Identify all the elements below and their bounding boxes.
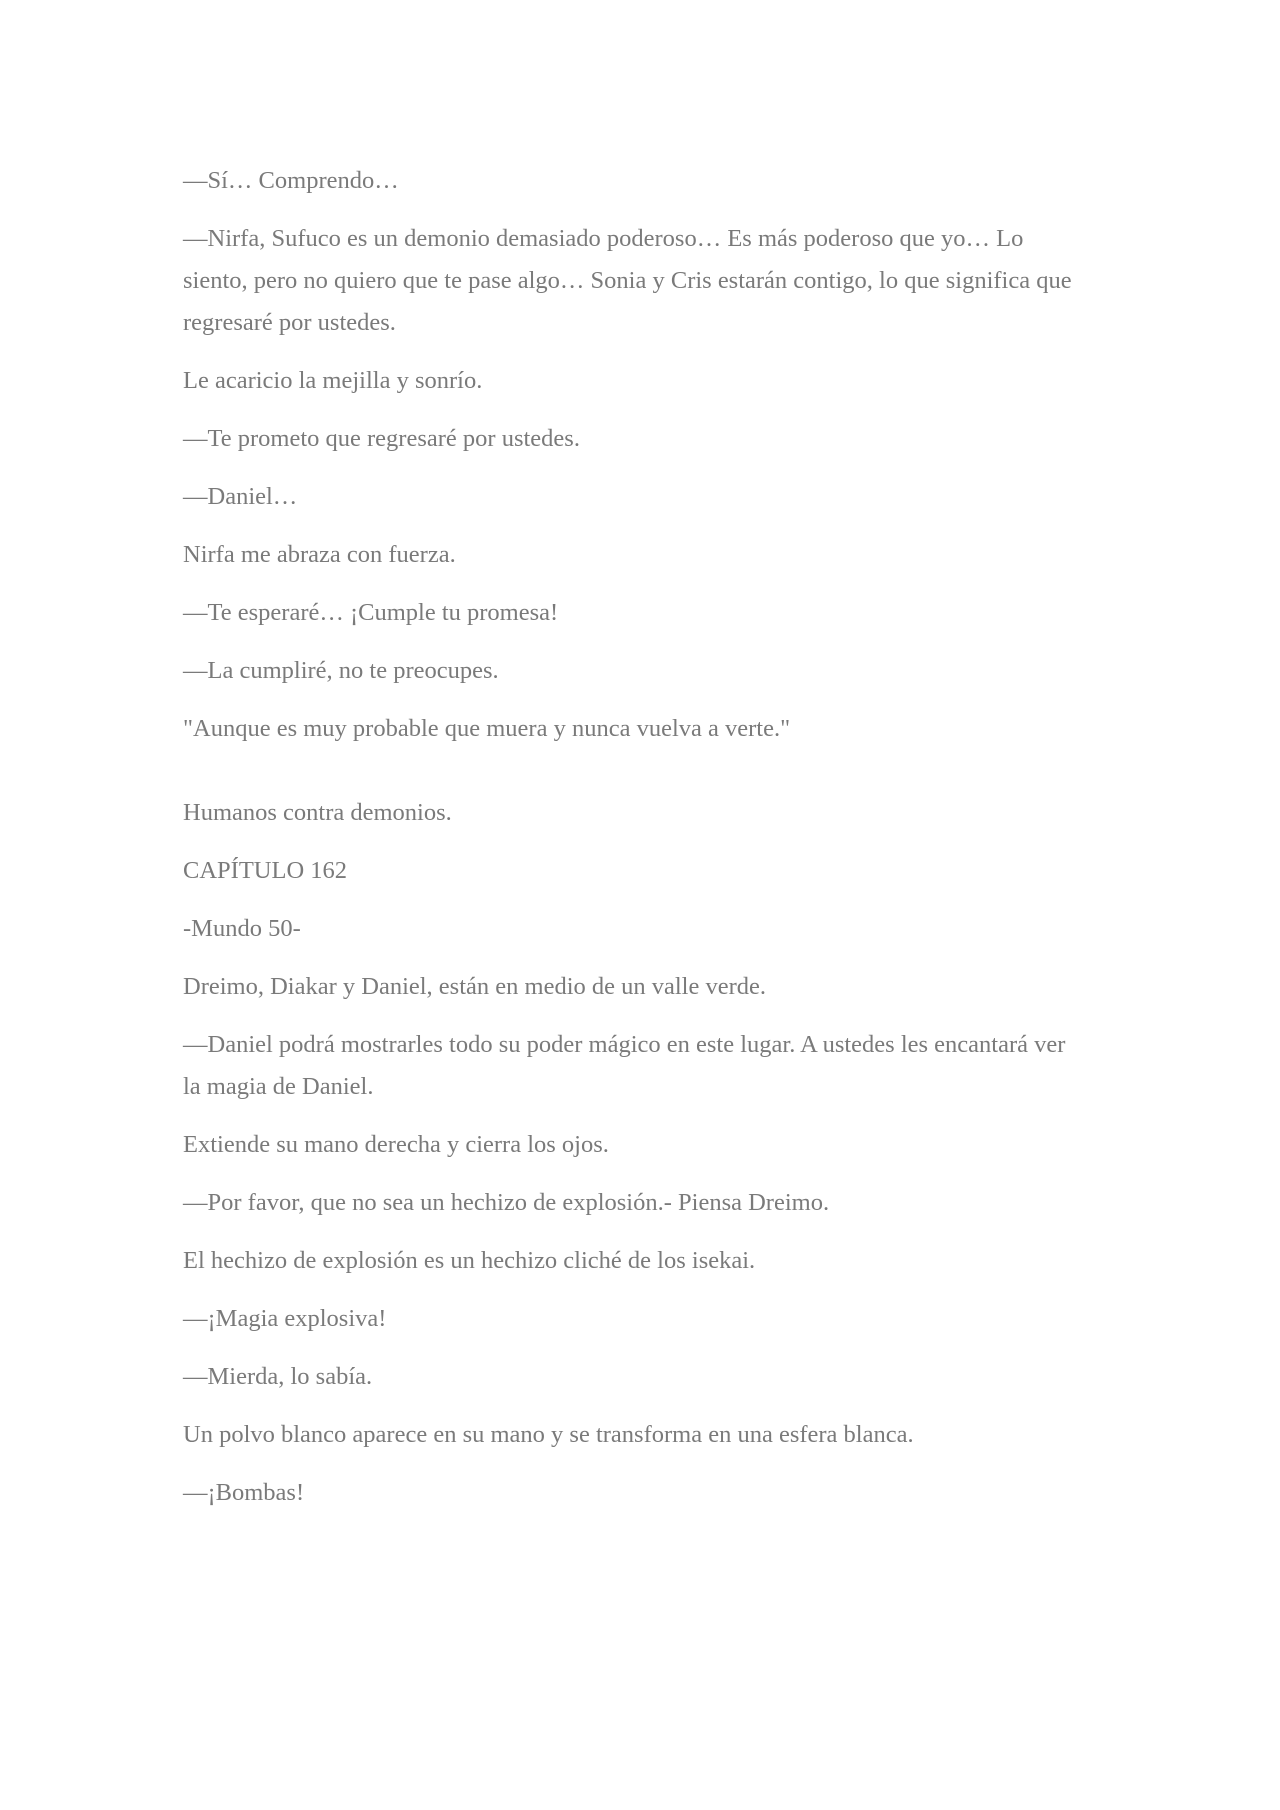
paragraph: "Aunque es muy probable que muera y nunca vuelva a verte." — [183, 715, 791, 742]
chapter-title: CAPÍTULO 162 — [183, 857, 348, 884]
world-label: -Mundo 50- — [183, 915, 301, 942]
paragraph: —Daniel podrá mostrarles todo su poder mágico en este lugar. A ustedes les encantará ver la magia de Daniel. — [183, 1031, 1066, 1100]
paragraph: —¡Magia explosiva! — [183, 1305, 387, 1332]
paragraph: El hechizo de explosión es un hechizo cliché de los isekai. — [183, 1247, 756, 1274]
page-body — [183, 160, 1088, 1530]
paragraph: —Por favor, que no sea un hechizo de explosión.- Piensa Dreimo. — [183, 1189, 830, 1216]
paragraph: —¡Bombas! — [183, 1479, 305, 1506]
paragraph: —Mierda, lo sabía. — [183, 1363, 373, 1390]
paragraph: —Sí… Comprendo… — [183, 167, 399, 194]
paragraph: —Daniel… — [183, 483, 298, 510]
paragraph: Dreimo, Diakar y Daniel, están en medio de un valle verde. — [183, 973, 767, 1000]
paragraph: —Nirfa, Sufuco es un demonio demasiado poderoso… Es más poderoso que yo… Lo siento, pero no quiero que te pase algo… Sonia y Cris estarán contigo, lo que significa que regresaré por ustedes. — [183, 225, 1072, 336]
paragraph: —Te prometo que regresaré por ustedes. — [183, 425, 580, 452]
paragraph: Nirfa me abraza con fuerza. — [183, 541, 456, 568]
section-heading: Humanos contra demonios. — [183, 799, 452, 826]
paragraph: —La cumpliré, no te preocupes. — [183, 657, 499, 684]
paragraph: Un polvo blanco aparece en su mano y se transforma en una esfera blanca. — [183, 1421, 914, 1448]
paragraph: —Te esperaré… ¡Cumple tu promesa! — [183, 599, 559, 626]
paragraph: Le acaricio la mejilla y sonrío. — [183, 367, 483, 394]
paragraph: Extiende su mano derecha y cierra los ojos. — [183, 1131, 609, 1158]
